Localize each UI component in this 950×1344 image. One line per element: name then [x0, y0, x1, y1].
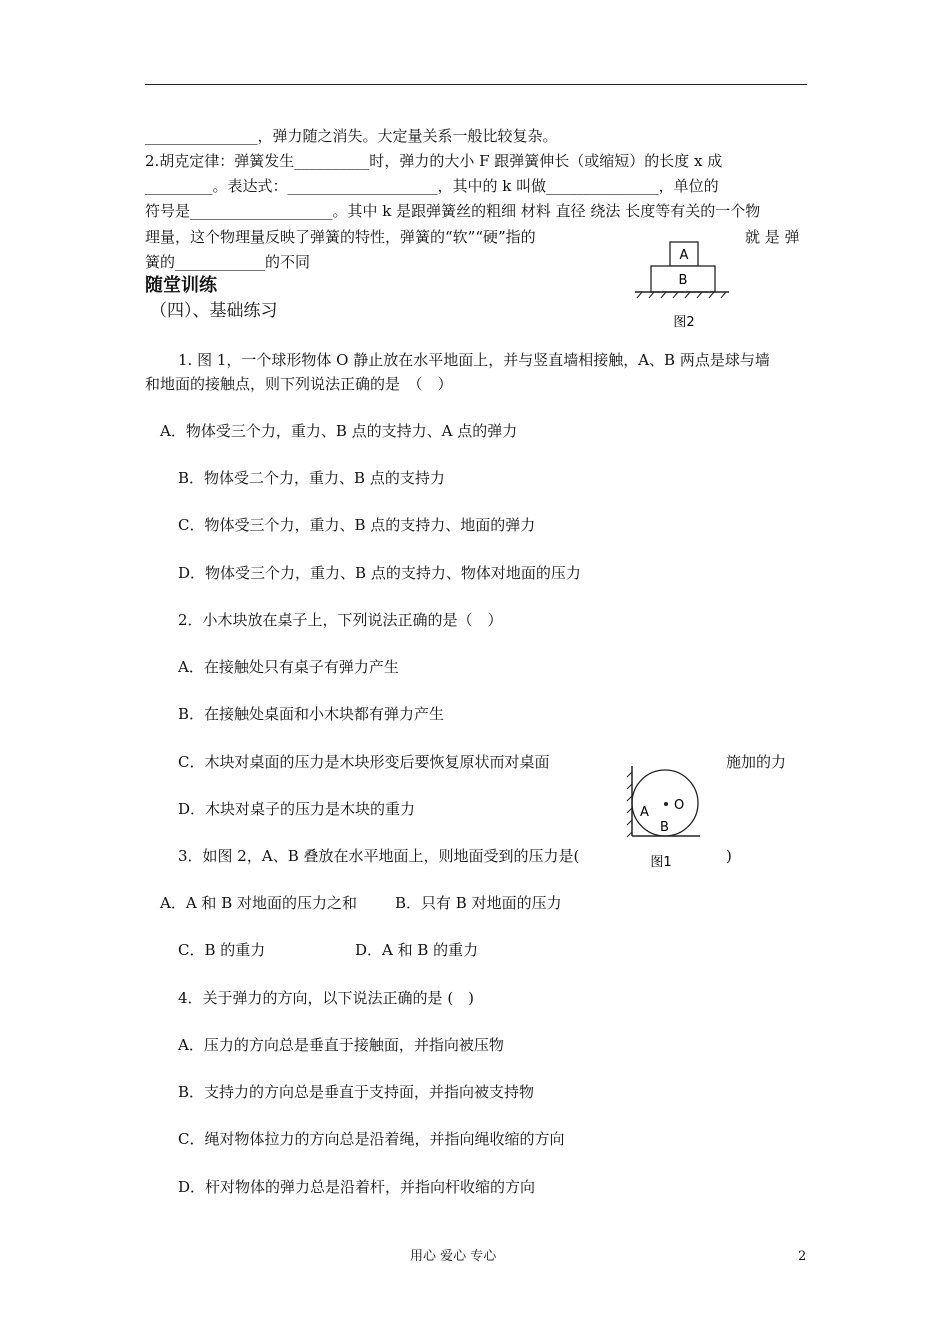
q2-option-b: B．在接触处桌面和小木块都有弹力产生	[178, 705, 445, 723]
q1-option-d: D．物体受三个力，重力、B 点的支持力、物体对地面的压力	[178, 564, 581, 582]
paragraph-line-1: _______________，弹力随之消失。大定量关系一般比较复杂。	[145, 127, 558, 145]
hooke-law-line-1: 2.胡克定律：弹簧发生__________时，弹力的大小 F 跟弹簧伸长（或缩短）的长度 x 成	[145, 152, 723, 170]
q4-option-c: C．绳对物体拉力的方向总是沿着绳，并指向绳收缩的方向	[178, 1130, 565, 1148]
fig2-label-a: A	[679, 248, 689, 263]
q3-option-a: A．A 和 B 对地面的压力之和	[160, 894, 357, 912]
q2-option-c-part-2: 施加的力	[726, 753, 787, 771]
q1-option-a: A．物体受三个力，重力、B 点的支持力、A 点的弹力	[160, 422, 518, 440]
ground-hatch	[637, 292, 726, 298]
fig1-label-a: A	[640, 805, 649, 820]
q3-option-b: B．只有 B 对地面的压力	[395, 894, 562, 912]
hooke-law-line-5: 簧的____________的不同	[145, 253, 311, 271]
figure-2	[632, 238, 732, 330]
hooke-law-line-4a: 理量，这个物理量反映了弹簧的特性，弹簧的“软”“硬”指的	[145, 228, 536, 246]
q2-stem: 2．小木块放在桌子上，下列说法正确的是（ ）	[178, 611, 503, 629]
q4-option-a: A．压力的方向总是垂直于接触面，并指向被压物	[178, 1036, 504, 1054]
q3-option-c: C．B 的重力	[178, 941, 266, 959]
q4-option-d: D．杆对物体的弹力总是沿着杆，并指向杆收缩的方向	[178, 1178, 536, 1196]
center-dot	[664, 802, 668, 806]
q3-stem-part-2: )	[726, 847, 732, 865]
header-rule	[145, 84, 807, 85]
q1-stem-line-1: 1. 图 1，一个球形物体 O 静止放在水平地面上，并与竖直墙相接触，A、B 两点是球与墙	[178, 351, 770, 369]
q2-option-c-part-1: C．木块对桌面的压力是木块形变后要恢复原状而对桌面	[178, 753, 550, 771]
page-number: 2	[798, 1249, 807, 1264]
fig2-label-b: B	[678, 273, 688, 288]
section-title: 随堂训练	[145, 275, 217, 296]
hooke-law-line-3: 符号是___________________。其中 k 是跟弹簧丝的粗细 材料 直径 绕法 长度等有关的一个物	[145, 202, 761, 220]
fig1-label-b: B	[660, 820, 669, 835]
q3-stem-part-1: 3．如图 2，A、B 叠放在水平地面上，则地面受到的压力是(	[178, 847, 580, 865]
q3-option-d: D．A 和 B 的重力	[355, 941, 479, 959]
q4-stem: 4．关于弹力的方向，以下说法正确的是 ( )	[178, 989, 475, 1007]
footer-slogan: 用心 爱心 专心	[410, 1249, 497, 1264]
fig1-label-o: O	[674, 798, 685, 813]
hooke-law-line-4b: 就 是 弹	[745, 228, 800, 246]
q1-option-b: B．物体受二个力，重力、B 点的支持力	[178, 469, 445, 487]
q2-option-d: D．木块对桌子的压力是木块的重力	[178, 800, 416, 818]
q2-option-a: A．在接触处只有桌子有弹力产生	[178, 658, 399, 676]
fig2-caption: 图2	[673, 315, 695, 330]
hooke-law-line-2: _________。表达式：____________________，其中的 k 叫做_______________，单位的	[145, 177, 719, 195]
section-subtitle: （四）、基础练习	[150, 301, 278, 321]
q1-stem-line-2: 和地面的接触点，则下列说法正确的是 （ ）	[145, 375, 453, 393]
q1-option-c: C．物体受三个力，重力、B 点的支持力、地面的弹力	[178, 516, 536, 534]
q4-option-b: B．支持力的方向总是垂直于支持面，并指向被支持物	[178, 1083, 535, 1101]
figure-1	[624, 762, 708, 874]
fig1-caption: 图1	[650, 855, 672, 870]
